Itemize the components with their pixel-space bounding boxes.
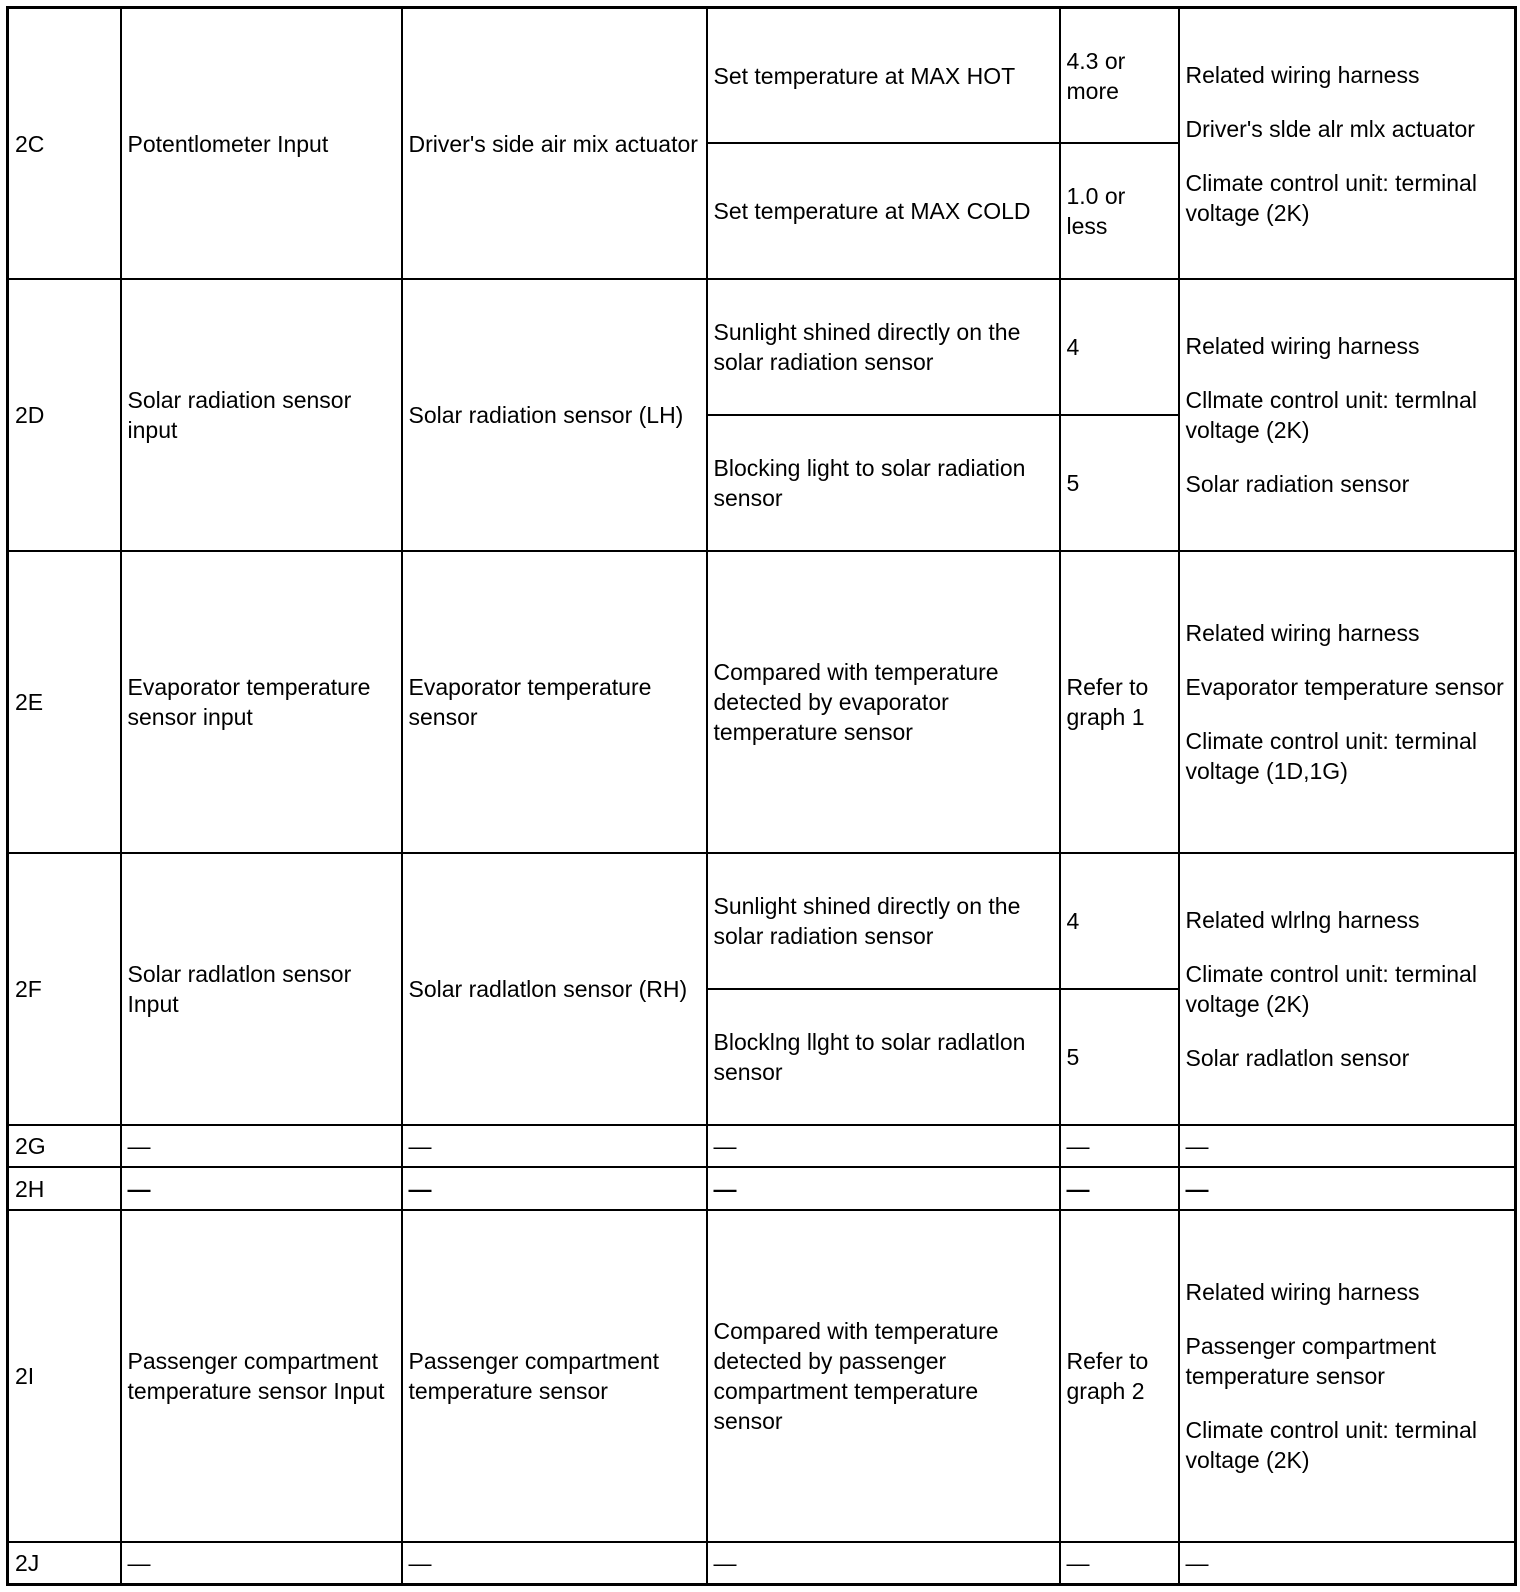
measurement-condition-cell: Blocklng llght to solar radlatlon sensor [707, 989, 1060, 1125]
inspection-item-text: Related wiring harness [1185, 61, 1420, 88]
terminal-cell: 2C [8, 8, 121, 280]
terminal-voltage-table [6, 6, 1517, 1586]
measurement-condition-cell: — [707, 1542, 1060, 1585]
inspection-items-cell: — [1179, 1167, 1516, 1210]
inspection-list [1186, 618, 1509, 786]
inspection-item-text: Climate control unit: terminal voltage (2K) [1185, 169, 1477, 226]
measurement-condition-cell: Sunlight shined directly on the solar radiation sensor [707, 279, 1060, 415]
list-item [1186, 469, 1509, 499]
inspection-items-cell [1179, 551, 1516, 852]
list-item [1186, 726, 1509, 786]
inspection-item-text: Related wiring harness [1185, 1278, 1420, 1305]
measurement-condition-cell: Compared with temperature detected by passenger compartment temperature sensor [707, 1210, 1060, 1542]
measurement-condition-cell: Sunlight shined directly on the solar radiation sensor [707, 853, 1060, 989]
inspection-item-text: Passenger compartment temperature sensor [1185, 1332, 1437, 1389]
inspection-item-text: Climate control unit: terminal voltage (2K) [1185, 960, 1477, 1017]
voltage-cell: 4.3 or more [1060, 8, 1179, 144]
list-item [1186, 1043, 1509, 1073]
inspection-item-text: Climate control unit: terminal voltage (1D,1G) [1185, 728, 1477, 785]
terminal-cell: 2G [8, 1125, 121, 1168]
measurement-condition-cell: Set temperature at MAX HOT [707, 8, 1060, 144]
inspection-item-text: Related wlrlng harness [1185, 906, 1420, 933]
voltage-cell: — [1060, 1125, 1179, 1168]
inspection-item-text: Solar radlatlon sensor [1185, 1044, 1410, 1071]
table-row-2e [8, 551, 1516, 852]
inspection-items-cell [1179, 279, 1516, 551]
terminal-cell: 2D [8, 279, 121, 551]
table-row-2g [8, 1125, 1516, 1168]
inspection-items-cell: — [1179, 1125, 1516, 1168]
inspection-item-text: Climate control unit: terminal voltage (2K) [1185, 1416, 1477, 1473]
table-row-2d [8, 279, 1516, 415]
voltage-cell: Refer to graph 2 [1060, 1210, 1179, 1542]
inspection-items-cell [1179, 1210, 1516, 1542]
list-item [1186, 959, 1509, 1019]
connected-to-cell: — [402, 1167, 707, 1210]
measurement-condition-cell: Set temperature at MAX COLD [707, 143, 1060, 279]
voltage-cell: — [1060, 1542, 1179, 1585]
voltage-cell: 5 [1060, 415, 1179, 551]
inspection-item-text: Driver's slde alr mlx actuator [1185, 115, 1475, 142]
voltage-cell: 1.0 or less [1060, 143, 1179, 279]
inspection-item-text: Cllmate control unit: termlnal voltage (2K) [1185, 387, 1477, 444]
terminal-cell: 2F [8, 853, 121, 1125]
signal-name-cell: Potentlometer Input [121, 8, 402, 280]
signal-name-cell: Solar radiation sensor input [121, 279, 402, 551]
list-item [1186, 60, 1509, 90]
list-item [1186, 385, 1509, 445]
inspection-item-text: Solar radiation sensor [1185, 471, 1410, 498]
connected-to-cell: Solar radlatlon sensor (RH) [402, 853, 707, 1125]
table-row-2f [8, 853, 1516, 989]
signal-name-cell: — [121, 1125, 402, 1168]
connected-to-cell: Solar radiation sensor (LH) [402, 279, 707, 551]
inspection-list [1186, 60, 1509, 228]
inspection-item-text: Evaporator temperature sensor [1185, 674, 1504, 701]
connected-to-cell: Driver's side air mix actuator [402, 8, 707, 280]
terminal-cell: 2I [8, 1210, 121, 1542]
terminal-cell: 2H [8, 1167, 121, 1210]
measurement-condition-cell: Compared with temperature detected by evaporator temperature sensor [707, 551, 1060, 852]
table-row-2i [8, 1210, 1516, 1542]
list-item [1186, 114, 1509, 144]
signal-name-cell: Passenger compartment temperature sensor Input [121, 1210, 402, 1542]
list-item [1186, 1415, 1509, 1475]
inspection-list [1186, 331, 1509, 499]
connected-to-cell: Evaporator temperature sensor [402, 551, 707, 852]
signal-name-cell: — [121, 1542, 402, 1585]
connected-to-cell: — [402, 1125, 707, 1168]
measurement-condition-cell: — [707, 1125, 1060, 1168]
inspection-items-cell: — [1179, 1542, 1516, 1585]
list-item [1186, 618, 1509, 648]
list-item [1186, 168, 1509, 228]
voltage-cell: 4 [1060, 279, 1179, 415]
terminal-cell: 2E [8, 551, 121, 852]
inspection-item-text: Related wiring harness [1185, 620, 1420, 647]
table-row-2h [8, 1167, 1516, 1210]
connected-to-cell: — [402, 1542, 707, 1585]
inspection-items-cell [1179, 8, 1516, 280]
list-item [1186, 331, 1509, 361]
measurement-condition-cell: Blocking light to solar radiation sensor [707, 415, 1060, 551]
inspection-list [1186, 1277, 1509, 1475]
signal-name-cell: Evaporator temperature sensor input [121, 551, 402, 852]
list-item [1186, 905, 1509, 935]
measurement-condition-cell: — [707, 1167, 1060, 1210]
list-item [1186, 1277, 1509, 1307]
voltage-cell: — [1060, 1167, 1179, 1210]
connected-to-cell: Passenger compartment temperature sensor [402, 1210, 707, 1542]
inspection-item-text: Related wiring harness [1185, 333, 1420, 360]
voltage-cell: Refer to graph 1 [1060, 551, 1179, 852]
terminal-cell: 2J [8, 1542, 121, 1585]
table-row-2j [8, 1542, 1516, 1585]
voltage-cell: 4 [1060, 853, 1179, 989]
voltage-cell: 5 [1060, 989, 1179, 1125]
signal-name-cell: — [121, 1167, 402, 1210]
inspection-items-cell [1179, 853, 1516, 1125]
table-row-2c [8, 8, 1516, 144]
list-item [1186, 1331, 1509, 1391]
list-item [1186, 672, 1509, 702]
signal-name-cell: Solar radlatlon sensor Input [121, 853, 402, 1125]
inspection-list [1186, 905, 1509, 1073]
